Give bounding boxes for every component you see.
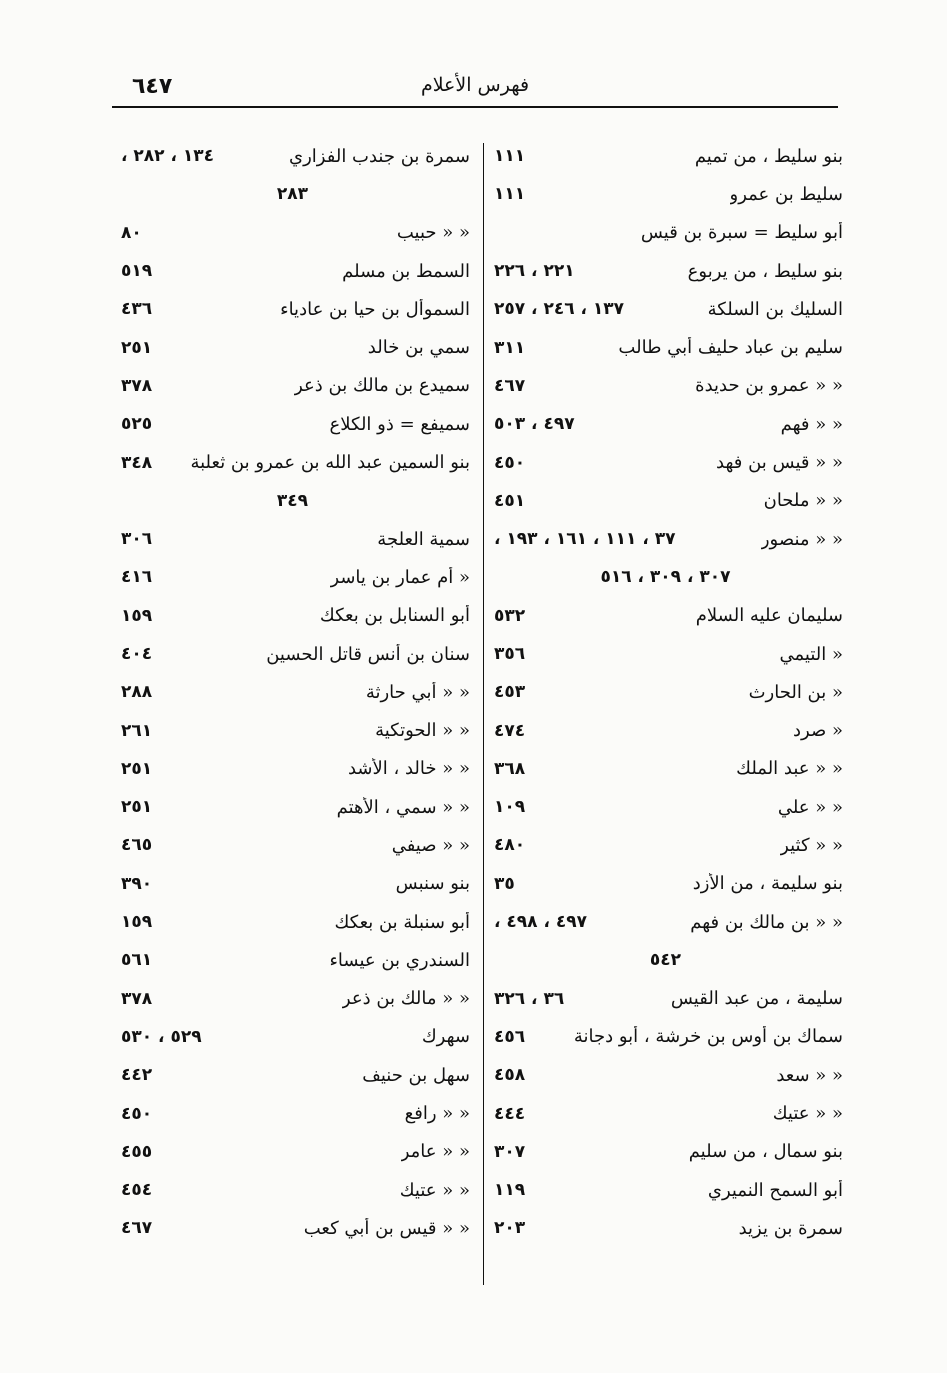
index-entry [115, 367, 470, 405]
index-entry [115, 980, 470, 1018]
entry-name: « « سمي ، الأهتم [336, 796, 470, 818]
index-entry [115, 1094, 470, 1132]
index-entry [115, 750, 470, 788]
entry-name: « بن الحارث [748, 681, 843, 703]
page-number: ٦٤٧ [132, 74, 173, 99]
entry-name: سليم بن عباد حليف أبي طالب [618, 337, 843, 359]
entry-page-ref: ٥٣٢ [494, 605, 526, 626]
index-entry [488, 558, 843, 596]
entry-name: سميفع = ذو الكلاع [329, 413, 470, 435]
entry-name: بنو سليط ، من تميم [694, 145, 843, 167]
entry-page-ref: ٥٦١ [121, 950, 153, 971]
entry-page-ref: ٤٥٣ [494, 682, 526, 703]
entry-name: أبو سليط = سبرة بن قيس [640, 222, 843, 244]
entry-page-ref: ٢٢١ ، ٢٢٦ [494, 261, 575, 282]
page-title: فهرس الأعلام [420, 74, 530, 96]
index-entry [115, 941, 470, 979]
index-entry [488, 903, 843, 941]
entry-page-ref: ٢٠٣ [494, 1218, 526, 1239]
entry-name: « « رافع [404, 1103, 470, 1125]
index-entry [115, 1133, 470, 1171]
entry-name: سمرة بن جندب الفزاري [289, 145, 470, 167]
index-entry [488, 750, 843, 788]
entry-page-ref: ٣٧ ، ١١١ ، ١٦١ ، ١٩٣ ، [494, 529, 676, 550]
entry-page-ref: ٣٧٨ [121, 988, 153, 1009]
entry-page-ref: ٤٧٤ [494, 720, 526, 741]
index-entry [488, 865, 843, 903]
entry-page-ref: ٢٨٣ [276, 184, 309, 205]
entry-page-ref: ٣٠٧ ، ٣٠٩ ، ٥١٦ [600, 567, 731, 588]
entry-name: « « علي [777, 796, 843, 818]
entry-name: بنو سليمة ، من الأزد [692, 873, 843, 895]
entry-page-ref: ٤٤٤ [494, 1103, 526, 1124]
entry-page-ref: ٥٤٢ [649, 950, 682, 971]
entry-name: بنو سليط ، من يربوع [687, 260, 843, 282]
entry-page-ref: ٨٠ [121, 222, 142, 243]
entry-page-ref: ١٣٧ ، ٢٤٦ ، ٢٥٧ [494, 299, 625, 320]
column-divider [483, 143, 484, 1285]
entry-page-ref: ٥١٩ [121, 261, 153, 282]
entry-page-ref: ١١١ [494, 146, 526, 167]
index-entry [115, 405, 470, 443]
index-entry [488, 1018, 843, 1056]
index-entry [488, 1171, 843, 1209]
index-entry [115, 1171, 470, 1209]
entry-name: « « حبيب [396, 222, 470, 244]
index-entry [488, 826, 843, 864]
entry-name: سليمة ، من عبد القيس [670, 988, 843, 1010]
entry-page-ref: ٣٦ ، ٣٢٦ [494, 988, 565, 1009]
entry-name: « « مالك بن ذعر [341, 988, 470, 1010]
entry-name: بنو السمين عبد الله بن عمرو بن ثعلبة [190, 452, 470, 474]
entry-page-ref: ٢٥١ [121, 797, 153, 818]
index-entry [488, 788, 843, 826]
entry-name: « « ملحان [763, 490, 843, 512]
index-entry [488, 1094, 843, 1132]
entry-page-ref: ٤٩٧ ، ٥٠٣ [494, 414, 575, 435]
index-entry [488, 980, 843, 1018]
entry-page-ref: ٤٣٦ [121, 299, 153, 320]
entry-name: « « منصور [760, 528, 843, 550]
entry-page-ref: ١٥٩ [121, 912, 153, 933]
entry-page-ref: ٣٦٨ [494, 758, 526, 779]
index-entry [115, 711, 470, 749]
index-entry [488, 405, 843, 443]
index-entry [115, 673, 470, 711]
entry-page-ref: ٣٥٦ [494, 644, 526, 664]
entry-name: « « عبد الملك [736, 758, 843, 780]
entry-name: سهل بن حنيف [362, 1064, 470, 1086]
entry-name: سليمان عليه السلام [695, 605, 843, 627]
entry-page-ref: ٣٥ [494, 873, 515, 894]
entry-name: سليط بن عمرو [729, 183, 843, 205]
entry-page-ref: ٤٥٤ [121, 1180, 153, 1201]
entry-page-ref: ٤٥٦ [494, 1026, 526, 1047]
entry-page-ref: ٣٩٠ [121, 873, 153, 894]
entry-page-ref: ٤٥٥ [121, 1141, 153, 1162]
entry-page-ref: ٤٤٢ [121, 1065, 153, 1086]
index-entry [115, 252, 470, 290]
entry-page-ref: ٤٠٤ [121, 644, 153, 664]
entry-name: « « فهم [780, 413, 843, 435]
entry-page-ref: ٤٥١ [494, 490, 526, 511]
entry-name: « « خالد ، الأشد [347, 758, 470, 780]
entry-name: سهرك [421, 1026, 470, 1048]
index-entry [115, 175, 470, 213]
entry-name: « « الحوتكية [375, 720, 470, 742]
index-entry [115, 328, 470, 366]
entry-name: بنو سنبس [395, 873, 470, 895]
index-entry [115, 482, 470, 520]
index-entry [488, 252, 843, 290]
index-entry [115, 558, 470, 596]
entry-name: « صرد [793, 720, 843, 742]
entry-page-ref: ٣٤٩ [276, 490, 309, 511]
entry-page-ref: ٥٢٥ [121, 414, 153, 435]
entry-page-ref: ٣٤٨ [121, 452, 153, 473]
entry-name: سماك بن أوس بن خرشة ، أبو دجانة [573, 1026, 843, 1048]
entry-page-ref: ٤٥٨ [494, 1065, 526, 1086]
index-entry [488, 175, 843, 213]
entry-page-ref: ٢٥١ [121, 337, 153, 358]
index-entry [115, 290, 470, 328]
entry-page-ref: ٤٩٧ ، ٤٩٨ ، [494, 912, 587, 933]
entry-name: « التيمي [779, 643, 843, 665]
entry-page-ref: ٤٥٠ [494, 452, 526, 473]
entry-name: « « قيس بن أبي كعب [303, 1217, 470, 1239]
index-entry [488, 290, 843, 328]
index-entry [115, 597, 470, 635]
entry-page-ref: ١١١ [494, 184, 526, 205]
index-entry [488, 137, 843, 175]
entry-name: سمية العلجة [377, 528, 470, 550]
entry-page-ref: ٥٢٩ ، ٥٣٠ [121, 1026, 202, 1047]
index-entry [115, 865, 470, 903]
entry-name: « « صيفي [391, 834, 470, 856]
index-column-right [488, 137, 843, 1287]
index-entry [488, 214, 843, 252]
index-entry [488, 673, 843, 711]
entry-name: « « عتيك [399, 1179, 470, 1201]
index-entry [488, 520, 843, 558]
entry-page-ref: ٣٠٦ [121, 529, 153, 550]
index-entry [488, 482, 843, 520]
entry-page-ref: ٣٧٨ [121, 375, 153, 396]
entry-name: السمط بن مسلم [342, 260, 470, 282]
entry-name: بنو سمال ، من سليم [688, 1141, 843, 1163]
page-header [112, 66, 838, 108]
index-entry [488, 635, 843, 673]
index-entry [488, 328, 843, 366]
index-entry [488, 367, 843, 405]
index-entry [115, 788, 470, 826]
index-entry [115, 1056, 470, 1094]
entry-page-ref: ٣١١ [494, 337, 526, 358]
entry-name: « « أبي حارثة [365, 681, 470, 703]
index-entry [115, 520, 470, 558]
index-entry [488, 1133, 843, 1171]
entry-name: أبو السنابل بن بعكك [319, 605, 470, 627]
index-entry [115, 443, 470, 481]
index-entry [115, 137, 470, 175]
entry-name: السليك بن السلكة [707, 298, 843, 320]
index-entry [488, 597, 843, 635]
entry-name: « « سعد [776, 1064, 843, 1086]
entry-page-ref: ١١٩ [494, 1180, 526, 1201]
index-entry [115, 903, 470, 941]
index-entry [488, 1056, 843, 1094]
entry-page-ref: ٢٨٨ [121, 682, 153, 703]
entry-name: سنان بن أنس قاتل الحسين [266, 643, 470, 665]
index-entry [115, 826, 470, 864]
entry-page-ref: ٤٨٠ [494, 835, 526, 856]
entry-name: « « بن مالك بن فهم [690, 911, 843, 933]
entry-page-ref: ٤٦٧ [121, 1218, 153, 1239]
index-entry [115, 635, 470, 673]
entry-page-ref: ٢٥١ [121, 758, 153, 779]
entry-page-ref: ٢٦١ [121, 720, 153, 741]
index-column-left [115, 137, 470, 1287]
entry-name: أبو السمح النميري [707, 1179, 843, 1201]
entry-name: « « عامر [400, 1141, 470, 1163]
entry-name: « « كثير [780, 834, 843, 856]
index-entry [488, 941, 843, 979]
entry-name: سميدع بن مالك بن ذعر [294, 375, 470, 397]
entry-name: « « قيس بن فهد [716, 452, 843, 474]
entry-name: السندري بن عيساء [329, 949, 470, 971]
entry-name: « « عمرو بن حديدة [695, 375, 843, 397]
index-entry [488, 1209, 843, 1247]
entry-page-ref: ١٠٩ [494, 797, 526, 818]
entry-page-ref: ١٥٩ [121, 605, 153, 626]
entry-page-ref: ١٣٤ ، ٢٨٢ ، [121, 146, 214, 167]
index-entry [115, 214, 470, 252]
index-entry [115, 1209, 470, 1247]
entry-name: سمي بن خالد [367, 337, 470, 359]
entry-name: أبو سنبلة بن بعكك [334, 911, 470, 933]
entry-page-ref: ٤٦٧ [494, 375, 526, 396]
entry-page-ref: ٣٠٧ [494, 1141, 526, 1162]
entry-name: السموأل بن حيا بن عادياء [280, 298, 470, 320]
index-entry [488, 711, 843, 749]
entry-name: سمرة بن يزيد [738, 1217, 843, 1239]
entry-page-ref: ٤٥٠ [121, 1103, 153, 1124]
entry-page-ref: ٤١٦ [121, 567, 153, 588]
index-entry [488, 443, 843, 481]
entry-name: « أم عمار بن ياسر [330, 566, 470, 588]
entry-page-ref: ٤٦٥ [121, 835, 153, 856]
entry-name: « « عتيك [772, 1103, 843, 1125]
index-entry [115, 1018, 470, 1056]
